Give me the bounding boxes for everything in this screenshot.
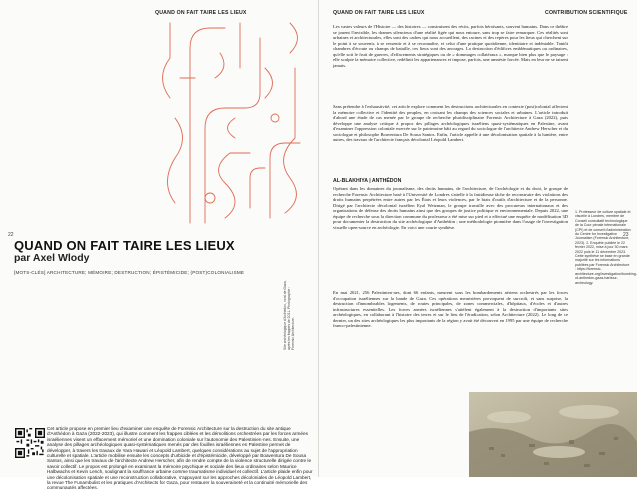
running-head-right: CONTRIBUTION SCIENTIFIQUE (545, 10, 628, 16)
article-keywords: [MOTS-CLÉS] ARCHITECTURE; MÉMOIRE; DESTRUCTION; ÉPISTÉMICIDE; (POST)COLONIALISME (14, 270, 245, 275)
body-paragraph-1: Les vastes valeurs de l'Histoire — des histoires — construisent des récits, parfois héroïsants, souvent humains. Dans ce théâtre se jouent l'invisible, les drames silencieux d'une réalité figée qui nous entoure, sans trop se faire remarquer. Ces réalités sont urbaines et architecturales, elles sont des cadres qui nous accueillent, des racines et des repères pour les lieux qui cherchent sur le point à se souvenir, à se ressentir et à se reconnaître, et celui d'une pratique quotidienne, identitaire et indéniable. Tantôt chambres d'écoute ou champs de bataille, ces lieux sont des ancrages. La destruction d'édifices emblématiques ou ordinaires, qu'elle soit le fruit de guerres, d'effacements stratégiques ou de « dommages collatéraux », marque bien plus que le paysage : elle sculpte la mémoire collective, redéfinit les appartenances et impose, parfois, une amnésie forcée. Mais en leur ne se taisent jamais. (333, 24, 568, 68)
right-page (319, 0, 637, 477)
page-number-left: 22 (8, 232, 14, 238)
body-paragraph-2: Sans prétendre à l'exhaustivité, cet article explore comment les destructions architecturales en contexte (post)colonial affectent la mémoire collective et l'identité des peuples, en croisant les champs des sciences sociales et urbaines. L'article introduit d'abord une étude de cas menée par le groupe de recherche pluridisciplinaire Forensic Architecture à Gaza (2022), puis développe une analyse critique à propos des pillages archéologiques israéliens quasi-systématiques en Palestine, avant d'examiner l'oppression coloniale exercée sur le patrimoine bâti au regard du sociologue de l'architecte Andrew Herscher et du sociologue et philosophe Boaventura De Sousa Santos. Enfin, l'article appelle à une décolonisation spatiale à la lumière, entre autres, des travaux de l'architecte français décolonial Léopold Lambert. (333, 104, 568, 142)
body-paragraph-4: En mai 2021, 256 Palestinien·nes, dont 66 enfants, meurent sous les bombardements aériens orchestrés par les forces d'occupation israéliennes sur la bande de Gaza. Ces opérations meurtrières provoquent de surcroît, et sans surprise, la destruction d'innombrables logements, de routes principales, de zones commerciales, d'hôpitaux, d'écoles et d'autres infrastructures essentielles. Les forces armées israéliennes s'attèlent également à la destruction d'importants sites archéologiques, en collaborant à l'histoire des terres et sur le lieu de l'éradication, selon Architecture (2022). Le long de ce dernier, un des sites archéologiques les plus importants de la région y avait été découvert en 1995 par une équipe de recherche franco-palestinienne. (333, 290, 568, 328)
article-author: par Axel Wlody (14, 252, 90, 264)
body-paragraph-3: Opérant dans les domaines du journalisme, des droits humains, de l'architecture, de l'archéologie et du droit, le groupe de recherche Forensic Architecture basé à l'Université de Londres s'attelle à la fastidieuse tâche de reconstruire des violations des droits humains perpétrées entre autres par les États et leurs violences, par le biais d'outils d'architecture et de la personne. Dirigé par l'architecte décolonial israélien Eyal Weizman, le groupe travaille avec des procureurs internationaux et des organisations de défense des droits humains ainsi que des groupes de justice politique et environnementale. Depuis 2022, une équipe de recherche sous la direction commune du professeur a été mise sur pied et a effectué une enquête de modélisation 3D pour documenter la destruction du site archéologique d'Anthédon ; une méthodologie pionnière dans l'usage de l'investigation visuelle open-source en archéologie. En voici une courte synthèse. (333, 186, 568, 230)
archaeological-site-photo (469, 392, 637, 477)
running-head-right-left: QUAND ON FAIT TAIRE LES LIEUX (333, 10, 425, 16)
section-subheading: AL-BLAKHIYA | ANTHÉDON (333, 178, 402, 184)
article-title: QUAND ON FAIT TAIRE LES LIEUX (14, 238, 235, 253)
left-page (0, 0, 318, 491)
photo-caption: Site archéologique d'Anthédon, nord de Gaza, après les frappes de 2021. Photographie : Forensic Architecture. (283, 280, 295, 350)
decorative-arabic-calligraphy (150, 8, 315, 233)
article-abstract: Cet article propose en premier lieu d'examiner une enquête de Forensic Architecture sur la destruction du site antique d'Anthédon à Gaza (2022-2023), qui illustre comment les frappes ciblées et les démolitions orchestrées par les forces armées israéliennes visent un effacement mémoriel et une domination coloniale sur l'autonomie des Palestinien·nes. Ensuite, une analyse des pillages archéologiques quasi-systématiques menés par des fouilles israéliennes en Palestine permet de développer, à travers les travaux de Yara Hawari et Léopold Lambert, quelques considérations au sujet de l'appropriation culturelle et spatiale. L'article mobilise ensuite les concepts d'urbicide et d'épistémicide, développé par Boaventura De Sousa Santos, ainsi que les travaux de l'architecte Andrew Herscher, afin de rendre compte de la violence structurelle dirigée contre le savoir collectif. Le propos est prolongé en examinant la mémoire psychique et sociale des lieux ordinaires selon Maurice Halbwachs et Kevin Lench, soulignant la souffrance urbaine comme traumatisme individuel et collectif. L'article plaide enfin pour une décolonisation spatiale et une reconstruction collaborative, s'appuyant sur les approches décoloniales de Léopold Lambert, la revue The Funambulist et les pratiques d'Architects for Gaza, pour restaurer la souveraineté et la continuité mémorielle des communautés affectées. (47, 426, 313, 491)
footnotes: 1. Professeur de culture spatiale et visuelle à Londres, membre de Conseil consultatif technologique de la Cour pénale internationale (CPI) et de conseil d'administration du Centre for Investigative Journalism (Forensic Architecture, 2023). 2. Enquête publiée le 22 février 2022, mise à jour 30 mars 2022 puis le 11 décembre 2023. Cette synthèse se base en grande majorité sur les informations publiées par Forensic Architecture : https://forensic-architecture.org/investigation/bombing-of-anthedon-gaza-harbour-archeology. (575, 210, 637, 285)
qr-code-icon[interactable] (15, 428, 45, 458)
running-head-left: QUAND ON FAIT TAIRE LES LIEUX (155, 10, 247, 16)
page-number-right: 23 (623, 232, 629, 238)
